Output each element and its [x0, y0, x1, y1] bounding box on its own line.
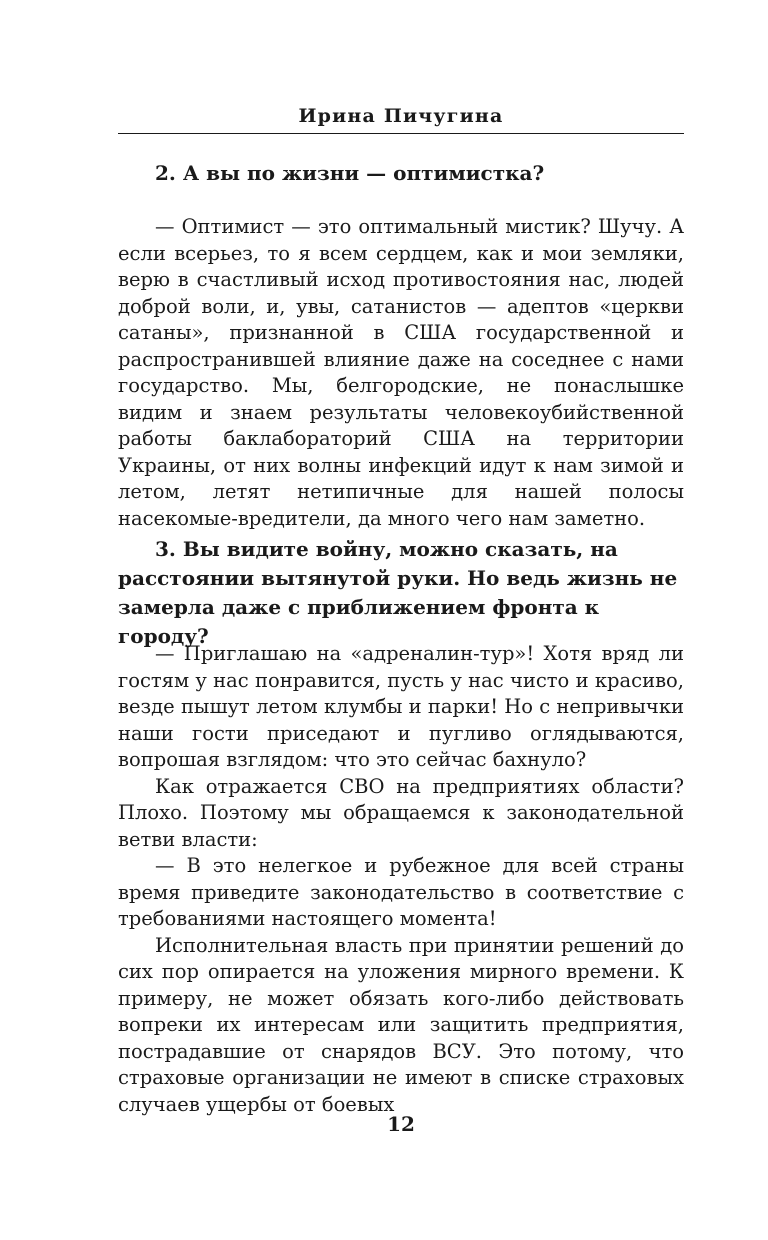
answer-block-3: [118, 641, 684, 1118]
paragraph: Как отражается СВО на предприятиях области? Плохо. Поэтому мы обращаемся к законодательной ветви власти:: [118, 774, 684, 851]
paragraph: — В это нелегкое и рубежное для всей страны время приведите законодательство в соответствие с требованиями настоящего момента!: [118, 854, 684, 930]
paragraph: — Приглашаю на «адреналин-тур»! Хотя вряд ли гостям у нас понравится, пусть у нас чисто и красиво, везде пышут летом клумбы и парки! Но с непривычки наши гости приседают и пугливо оглядываются, вопрошая взглядом: что это сейчас бахнуло?: [118, 642, 684, 771]
question-heading-2: [118, 159, 684, 188]
page-number: 12: [387, 1112, 415, 1136]
question-text: 3. Вы видите войну, можно сказать, на расстоянии вытянутой руки. Но ведь жизнь не замерла даже с приближением фронта к городу?: [118, 537, 678, 648]
header-rule: [118, 133, 684, 134]
paragraph: Исполнительная власть при принятии решений до сих пор опирается на уложения мирного времени. К примеру, не может обязать кого-либо действовать вопреки их интересам или защитить предприятия, пострадавшие от снарядов ВСУ. Это потому, что страховые организации не имеют в списке страховых случаев ущербы от боевых: [118, 933, 684, 1116]
paragraph: — Оптимист — это оптимальный мистик? Шучу. А если всерьез, то я всем сердцем, как и мои земляки, верю в счастливый исход противостояния нас, людей доброй воли, и, увы, сатанистов — адептов «церкви сатаны», признанной в США государственной и распространившей влияние даже на соседнее с нами государство. Мы, белгородские, не понаслышке видим и знаем результаты человекоубийственной работы баклабораторий США на территории Украины, от них волны инфекций идут к нам зимой и летом, летят нетипичные для нашей полосы насекомые-вредители, да много чего нам заметно.: [118, 215, 684, 530]
question-text: 2. А вы по жизни — оптимистка?: [155, 161, 545, 185]
running-head-author: Ирина Пичугина: [298, 105, 504, 127]
answer-block-2: [118, 214, 684, 532]
question-heading-3: [118, 535, 684, 651]
